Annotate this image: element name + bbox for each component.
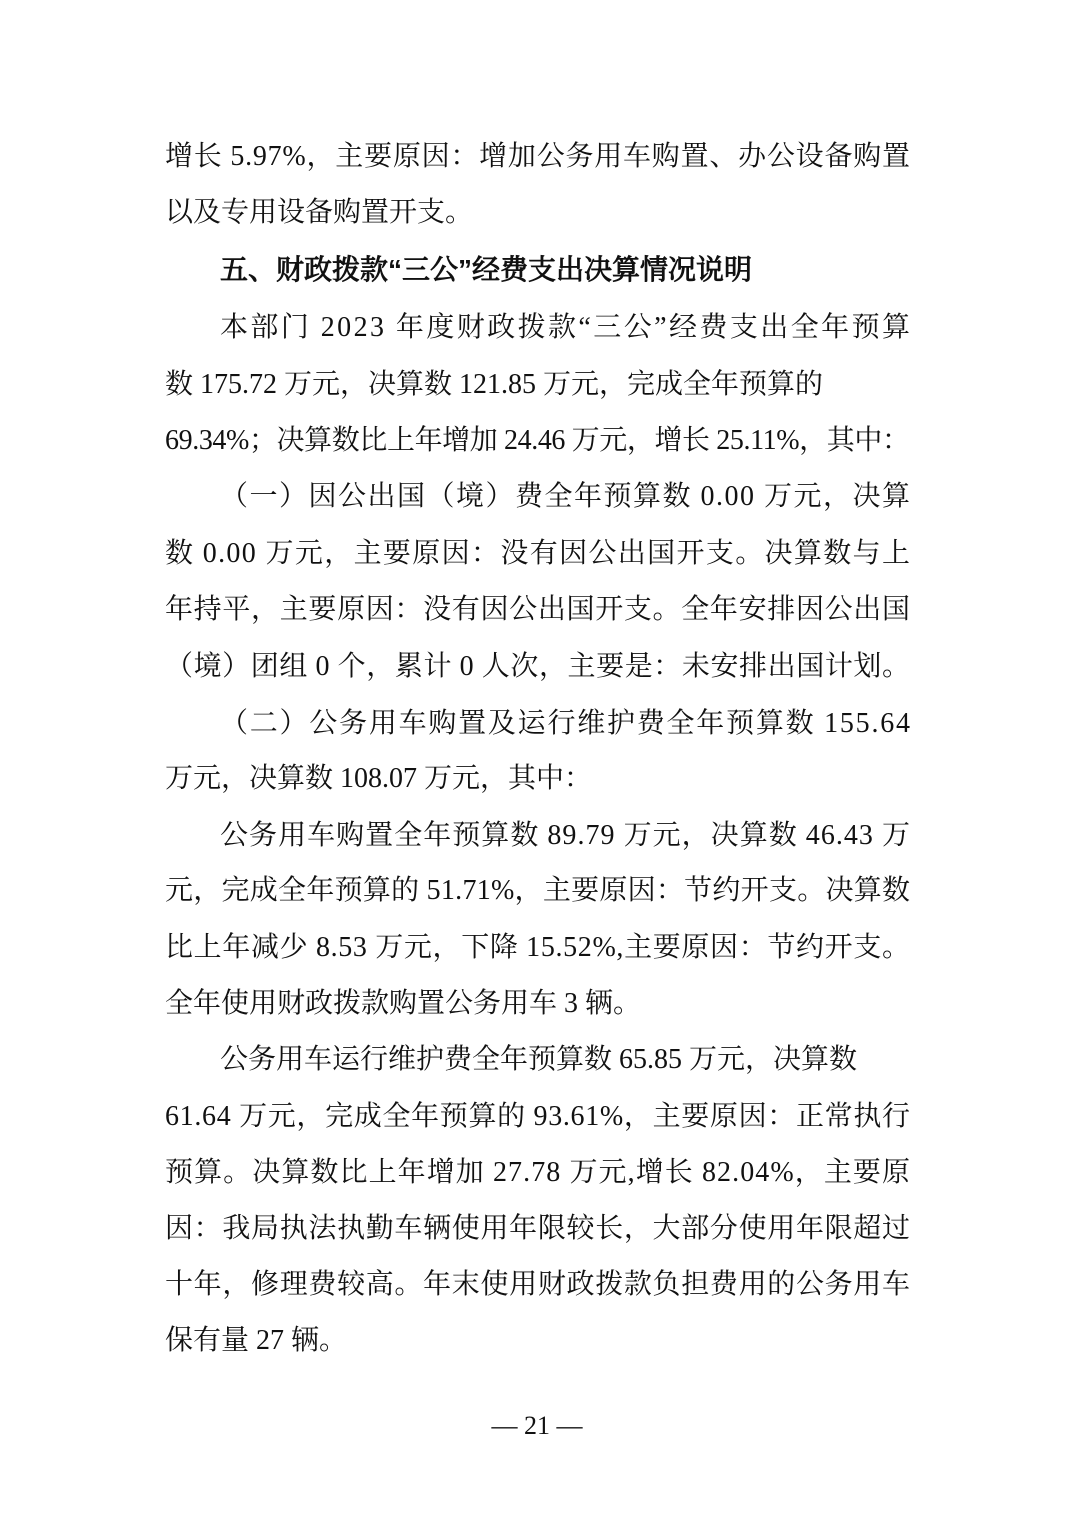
text-line: 元，完成全年预算的 51.71%，主要原因：节约开支。决算数 <box>165 875 911 906</box>
text-line: 数 175.72 万元，决算数 121.85 万元，完成全年预算的 <box>165 369 824 400</box>
text-line: （境）团组 0 个，累计 0 人次，主要是：未安排出国计划。 <box>165 651 911 682</box>
text-line: 增长 5.97%，主要原因：增加公务用车购置、办公设备购置 <box>165 141 911 172</box>
section-heading: 五、财政拨款“三公”经费支出决算情况说明 <box>220 254 753 285</box>
text-line: 数 0.00 万元，主要原因：没有因公出国开支。决算数与上 <box>165 538 912 569</box>
text-line: 全年使用财政拨款购置公务用车 3 辆。 <box>165 988 642 1019</box>
text-line: 69.34%；决算数比上年增加 24.46 万元，增长 25.11%，其中： <box>165 425 910 456</box>
text-line: 预算。决算数比上年增加 27.78 万元,增长 82.04%，主要原 <box>165 1157 912 1188</box>
text-line: （二）公务用车购置及运行维护费全年预算数 155.64 <box>220 708 912 739</box>
text-line: 61.64 万元，完成全年预算的 93.61%，主要原因：正常执行 <box>165 1101 911 1132</box>
text-line: 以及专用设备购置开支。 <box>165 197 474 228</box>
text-line: 十年，修理费较高。年末使用财政拨款负担费用的公务用车 <box>165 1269 911 1300</box>
text-line: （一）因公出国（境）费全年预算数 0.00 万元，决算 <box>220 481 912 512</box>
text-line: 万元，决算数 108.07 万元，其中： <box>165 763 593 794</box>
text-line: 公务用车购置全年预算数 89.79 万元，决算数 46.43 万 <box>220 820 912 851</box>
text-line: 因：我局执法执勤车辆使用年限较长，大部分使用年限超过 <box>165 1213 911 1244</box>
text-line: 本部门 2023 年度财政拨款“三公”经费支出全年预算 <box>220 312 913 343</box>
text-line: 比上年减少 8.53 万元，下降 15.52%,主要原因：节约开支。 <box>165 932 911 963</box>
text-line: 公务用车运行维护费全年预算数 65.85 万元，决算数 <box>220 1044 858 1075</box>
text-line: 保有量 27 辆。 <box>165 1325 348 1356</box>
text-line: 年持平，主要原因：没有因公出国开支。全年安排因公出国 <box>165 594 911 625</box>
page-number: — 21 — <box>491 1411 583 1440</box>
